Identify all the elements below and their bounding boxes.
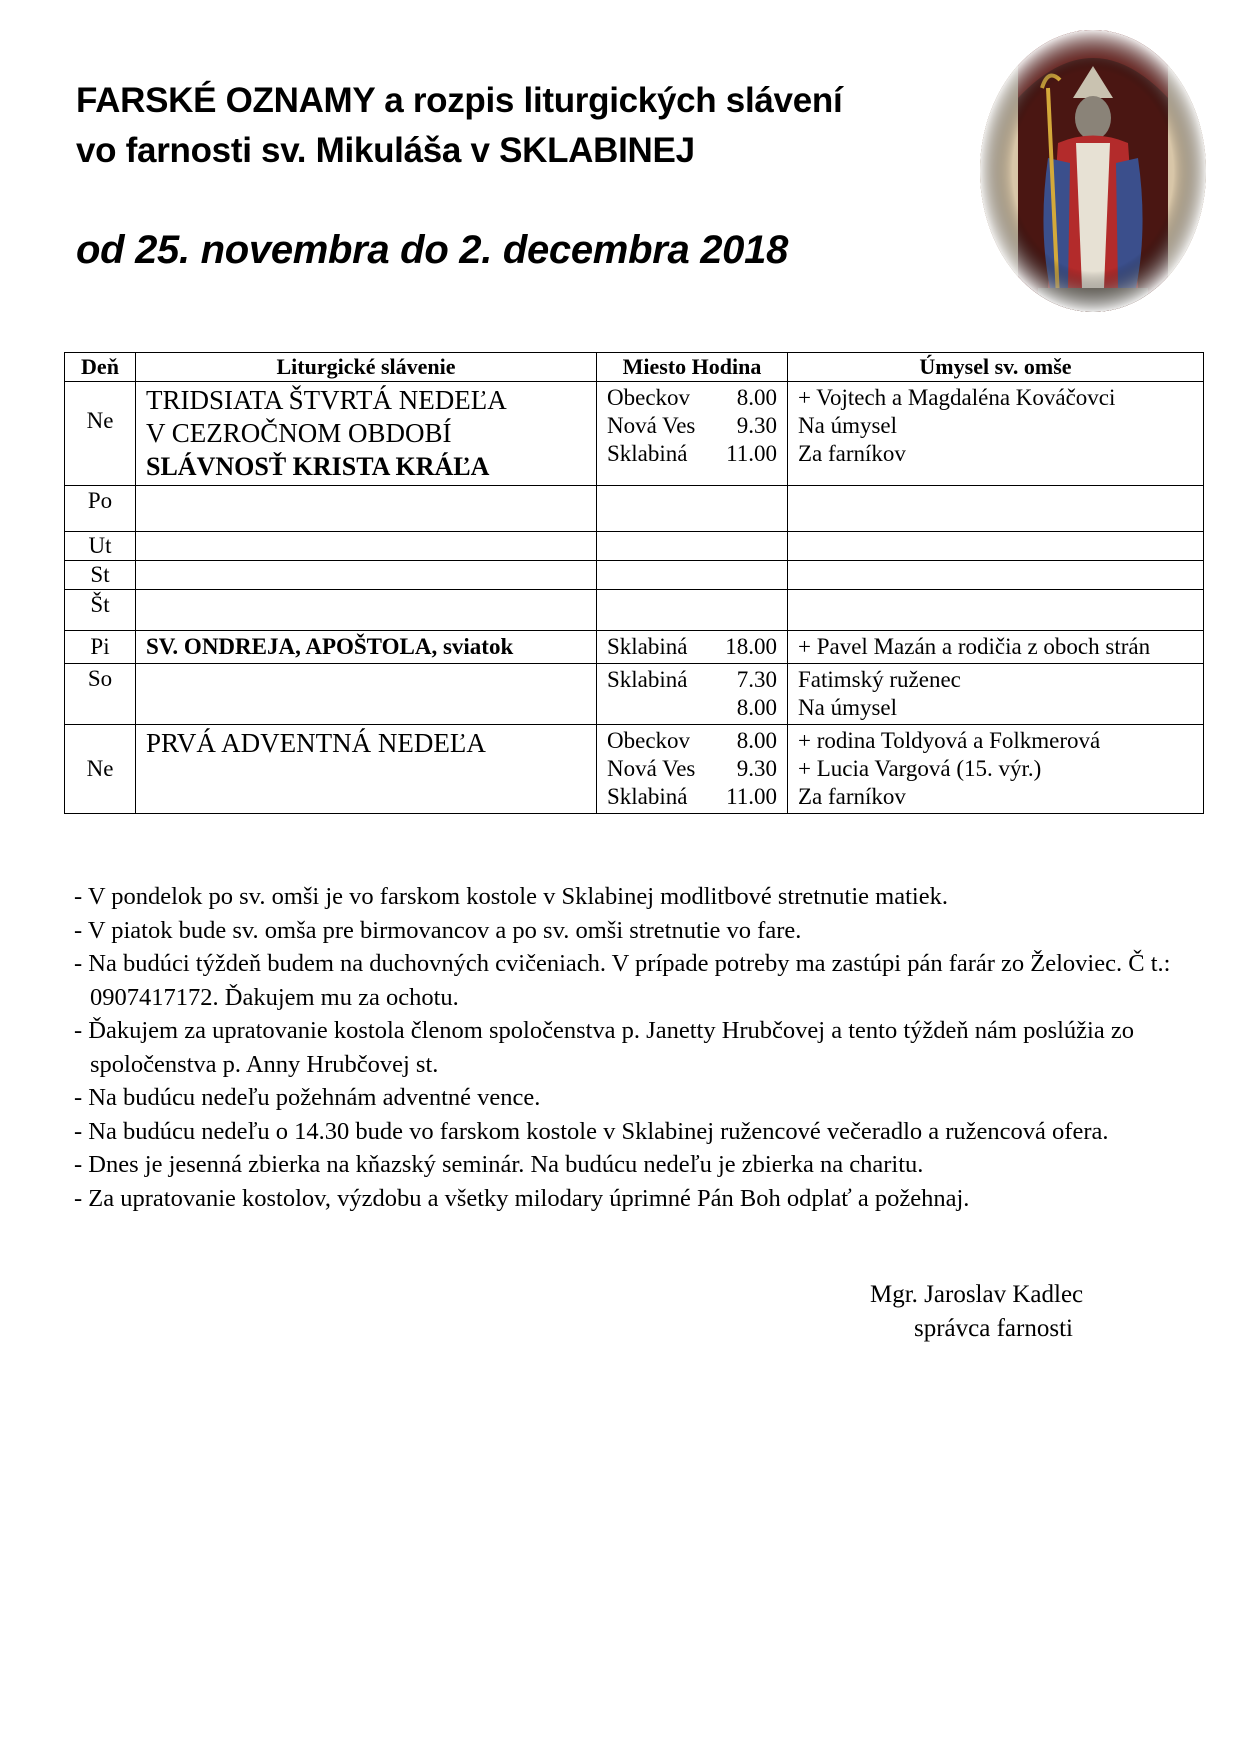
- intention-cell: [788, 725, 1204, 814]
- time: 8.00: [736, 385, 777, 410]
- announcement-item: - V piatok bude sv. omša pre birmovancov a po sv. omši stretnutie vo fare.: [74, 916, 802, 944]
- intention-cell: [788, 561, 1204, 590]
- document-title: [76, 76, 842, 176]
- signature-role: správca farnosti: [914, 1315, 1073, 1342]
- intention-cell: [788, 532, 1204, 561]
- mass-slot: [607, 755, 777, 783]
- mass-slot: [607, 783, 777, 811]
- mass-slot: [607, 727, 777, 755]
- liturgy-cell: [136, 561, 597, 590]
- mass-slot: [607, 694, 777, 722]
- intention-cell: [788, 590, 1204, 631]
- announcement-item: - Dnes je jesenná zbierka na kňazský seminár. Na budúcu nedeľu je zbierka na charitu.: [74, 1151, 924, 1178]
- day-cell: Ne: [65, 725, 136, 814]
- mass-slot: [607, 412, 777, 440]
- liturgy-cell: [136, 532, 597, 561]
- day-cell: St: [65, 561, 136, 590]
- intention-line: + Pavel Mazán a rodičia z oboch strán: [798, 634, 1151, 659]
- mass-slot: [607, 440, 777, 468]
- day-cell: So: [65, 664, 136, 725]
- announcement-item: - Za upratovanie kostolov, výzdobu a všetky milodary úprimné Pán Boh odplať a požehnaj.: [74, 1184, 970, 1212]
- announcement-item: - V pondelok po sv. omši je vo farskom kostole v Sklabinej modlitbové stretnutie matiek.: [74, 883, 948, 910]
- announcement-item: - Na budúcu nedeľu požehnám adventné vence.: [74, 1084, 541, 1111]
- place-time-cell: [597, 725, 788, 814]
- time: 11.00: [726, 441, 777, 466]
- table-row: [65, 664, 1204, 725]
- intention-line: + Vojtech a Magdaléna Kováčovci: [798, 385, 1116, 410]
- liturgy-line: PRVÁ ADVENTNÁ NEDEĽA: [146, 728, 486, 758]
- saint-nicholas-photo: [978, 28, 1208, 314]
- day-cell: Ne: [65, 382, 136, 486]
- intention-line: Za farníkov: [798, 784, 906, 809]
- place: Sklabiná: [607, 634, 688, 659]
- time: 8.00: [736, 695, 777, 720]
- liturgy-line: TRIDSIATA ŠTVRTÁ NEDEĽA: [146, 385, 507, 415]
- table-row: [65, 725, 1204, 814]
- liturgy-cell: [136, 725, 597, 814]
- mass-slot: [607, 666, 777, 694]
- intention-line: + Lucia Vargová (15. výr.): [798, 756, 1042, 781]
- place-time-cell: [597, 532, 788, 561]
- time: 7.30: [736, 667, 777, 692]
- signature-name: Mgr. Jaroslav Kadlec: [870, 1281, 1084, 1308]
- place: Obeckov: [607, 385, 691, 410]
- day-cell: Št: [65, 590, 136, 631]
- header-intention: Úmysel sv. omše: [788, 353, 1204, 382]
- title-line-1: FARSKÉ OZNAMY a rozpis liturgických slávení: [76, 81, 843, 120]
- place: Obeckov: [607, 728, 691, 753]
- liturgy-cell: [136, 486, 597, 532]
- intention-cell: [788, 664, 1204, 725]
- intention-cell: [788, 382, 1204, 486]
- liturgy-schedule-table: [64, 352, 1204, 814]
- intention-line: Fatimský ruženec: [798, 667, 961, 692]
- place-time-cell: [597, 561, 788, 590]
- table-header-row: [65, 353, 1204, 382]
- liturgy-cell: [136, 664, 597, 725]
- header-place-time: Miesto Hodina: [597, 353, 788, 382]
- place-time-cell: [597, 590, 788, 631]
- date-range: od 25. novembra do 2. decembra 2018: [76, 228, 789, 272]
- liturgy-cell: [136, 382, 597, 486]
- day-cell: Ut: [65, 532, 136, 561]
- intention-line: Za farníkov: [798, 441, 906, 466]
- table-row: [65, 561, 1204, 590]
- intention-line: Na úmysel: [798, 413, 898, 438]
- header-day: Deň: [65, 353, 136, 382]
- place: Nová Ves: [607, 756, 696, 781]
- day-cell: Pi: [65, 631, 136, 664]
- intention-line: + rodina Toldyová a Folkmerová: [798, 728, 1101, 753]
- liturgy-line: SLÁVNOSŤ KRISTA KRÁĽA: [146, 452, 490, 481]
- liturgy-cell: [136, 590, 597, 631]
- announcement-item: - Ďakujem za upratovanie kostola členom spoločenstva p. Janetty Hrubčovej a tento týždeň nám poslúžia zo spoločenstva p. Anny Hrubčovej st.: [74, 1017, 1134, 1078]
- table-row: [65, 631, 1204, 664]
- place: Nová Ves: [607, 413, 696, 438]
- place: Sklabiná: [607, 441, 688, 466]
- intention-cell: [788, 631, 1204, 664]
- time: 11.00: [726, 784, 777, 809]
- mass-slot: [607, 633, 777, 661]
- header-liturgy: Liturgické slávenie: [136, 353, 597, 382]
- place: Sklabiná: [607, 784, 688, 809]
- mass-slot: [607, 384, 777, 412]
- time: 9.30: [736, 756, 777, 781]
- time: 18.00: [725, 634, 777, 659]
- table-row: [65, 532, 1204, 561]
- table-row: [65, 590, 1204, 631]
- table-row: [65, 486, 1204, 532]
- place-time-cell: [597, 382, 788, 486]
- announcements-list: [74, 880, 1184, 1215]
- intention-line: Na úmysel: [798, 695, 898, 720]
- time: 9.30: [736, 413, 777, 438]
- liturgy-line: V CEZROČNOM OBDOBÍ: [146, 418, 452, 448]
- place: Sklabiná: [607, 667, 688, 692]
- place-time-cell: [597, 664, 788, 725]
- day-cell: Po: [65, 486, 136, 532]
- liturgy-line: SV. ONDREJA, APOŠTOLA, sviatok: [146, 634, 514, 659]
- signature-block: [870, 1278, 1083, 1346]
- title-line-2: vo farnosti sv. Mikuláša v SKLABINEJ: [76, 131, 695, 170]
- announcement-item: - Na budúci týždeň budem na duchovných cvičeniach. V prípade potreby ma zastúpi pán farár zo Želoviec. Č t.: 0907417172. Ďakujem mu za ochotu.: [74, 950, 1171, 1011]
- place-time-cell: [597, 486, 788, 532]
- table-row: [65, 382, 1204, 486]
- time: 8.00: [736, 728, 777, 753]
- announcement-item: - Na budúcu nedeľu o 14.30 bude vo farskom kostole v Sklabinej ružencové večeradlo a ružencová ofera.: [74, 1117, 1109, 1145]
- place-time-cell: [597, 631, 788, 664]
- liturgy-cell: [136, 631, 597, 664]
- intention-cell: [788, 486, 1204, 532]
